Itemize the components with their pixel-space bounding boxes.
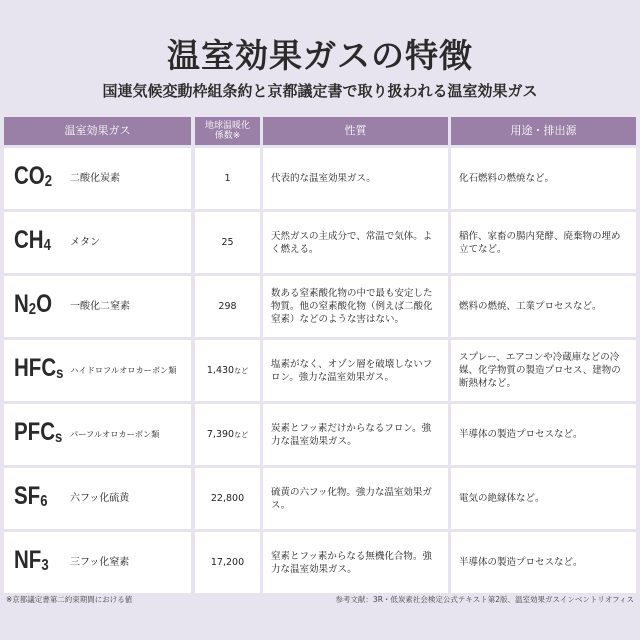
formula-main: CO xyxy=(14,161,45,190)
formula-subscript: 4 xyxy=(43,236,51,254)
use-cell: 燃料の燃焼、工業プロセスなど。 xyxy=(451,276,636,337)
gwp-cell xyxy=(195,468,260,529)
gwp-value: 25 xyxy=(221,237,234,248)
gwp-cell xyxy=(195,404,260,465)
property-cell: 窒素とフッ素からなる無機化合物。強力な温室効果ガス。 xyxy=(263,532,448,593)
table-row xyxy=(4,468,636,529)
formula-subscript: 6 xyxy=(40,492,48,510)
property-cell: 塩素がなく、オゾン層を破壊しないフロン。強力な温室効果ガス。 xyxy=(263,340,448,401)
gwp-number: 1,430 xyxy=(206,364,235,376)
gas-name: 六フッ化硫黄 xyxy=(70,493,130,504)
use-cell: 半導体の製造プロセスなど。 xyxy=(451,532,636,593)
property-cell: 炭素とフッ素だけからなるフロン。強力な温室効果ガス。 xyxy=(263,404,448,465)
formula-main: HFC xyxy=(14,353,57,382)
formula-subscript: 2 xyxy=(44,172,53,190)
gwp-suffix: など xyxy=(234,366,249,375)
gas-cell xyxy=(4,276,191,337)
formula-main: SF xyxy=(14,481,41,510)
property-cell: 天然ガスの主成分で、常温で気体。よく燃える。 xyxy=(263,212,448,273)
table-header xyxy=(4,117,636,145)
property-cell: 代表的な温室効果ガス。 xyxy=(263,148,448,209)
reference-note: 参考文献：3R・低炭素社会検定公式テキスト第2版、温室効果ガスインベントリオフィス xyxy=(335,595,634,604)
gas-name: メタン xyxy=(70,237,100,248)
footnote: ※京都議定書第二約束期間における値 xyxy=(6,595,133,604)
page-subtitle: 国連気候変動枠組条約と京都議定書で取り扱われる温室効果ガス xyxy=(102,82,538,100)
table-row xyxy=(4,340,636,401)
gas-name: 一酸化二窒素 xyxy=(70,301,130,312)
table-row xyxy=(4,148,636,209)
gwp-suffix: など xyxy=(234,430,249,439)
gwp-cell xyxy=(195,148,260,209)
chemical-formula xyxy=(14,481,63,510)
gas-name: 二酸化炭素 xyxy=(70,173,120,184)
header-use: 用途・排出源 xyxy=(451,117,636,145)
header-gas: 温室効果ガス xyxy=(4,117,191,145)
gwp-cell xyxy=(195,276,260,337)
gwp-value: 22,800 xyxy=(210,493,245,504)
property-cell: 数ある窒素酸化物の中で最も安定した物質。他の窒素酸化物（例えば二酸化窒素）などのような害はない。 xyxy=(263,276,448,337)
header-property: 性質 xyxy=(263,117,448,145)
table-row xyxy=(4,276,636,337)
chemical-formula xyxy=(14,353,64,382)
use-cell: 稲作、家畜の腸内発酵、廃棄物の埋め立てなど。 xyxy=(451,212,636,273)
header-gwp-line2: 係数※ xyxy=(214,131,241,141)
table-row xyxy=(4,212,636,273)
use-cell: 化石燃料の燃焼など。 xyxy=(451,148,636,209)
formula-subscript: 2 xyxy=(28,300,37,318)
use-cell: スプレー、エアコンや冷蔵庫などの冷媒、化学物質の製造プロセス、建物の断熱材など。 xyxy=(451,340,636,401)
gas-cell xyxy=(4,468,191,529)
gwp-value: 17,200 xyxy=(210,557,245,568)
gwp-cell xyxy=(195,340,260,401)
formula-main: NF xyxy=(14,545,42,574)
gwp-cell xyxy=(195,212,260,273)
gwp-value: 298 xyxy=(218,301,237,312)
gas-name: ハイドロフルオロカーボン類 xyxy=(70,365,177,375)
formula-main: CH xyxy=(14,225,44,254)
gas-name: パーフルオロカーボン類 xyxy=(70,429,160,439)
page-title: 温室効果ガスの特徴 xyxy=(167,36,473,75)
gwp-number: 7,390 xyxy=(206,428,235,440)
formula-subscript: s xyxy=(55,428,63,446)
gwp-cell xyxy=(195,532,260,593)
chemical-formula xyxy=(14,225,63,254)
gas-cell xyxy=(4,212,191,273)
header-gwp-line1: 地球温暖化 xyxy=(204,121,250,131)
gas-name: 三フッ化窒素 xyxy=(70,557,130,568)
formula-subscript: s xyxy=(56,364,64,382)
gas-cell xyxy=(4,148,191,209)
gas-cell xyxy=(4,340,191,401)
chemical-formula xyxy=(14,161,63,190)
formula-tail: O xyxy=(36,289,53,318)
gwp-value: 1 xyxy=(224,173,231,184)
gwp-value xyxy=(207,364,248,378)
formula-subscript: 3 xyxy=(41,556,49,574)
formula-main: N xyxy=(14,289,29,318)
chemical-formula xyxy=(14,545,63,574)
table-row xyxy=(4,532,636,593)
gas-cell xyxy=(4,404,191,465)
table-row xyxy=(4,404,636,465)
chemical-formula xyxy=(14,417,63,446)
use-cell: 電気の絶縁体など。 xyxy=(451,468,636,529)
chemical-formula xyxy=(14,289,63,318)
use-cell: 半導体の製造プロセスなど。 xyxy=(451,404,636,465)
formula-main: PFC xyxy=(14,417,55,446)
gas-cell xyxy=(4,532,191,593)
property-cell: 硫黄の六フッ化物。強力な温室効果ガス。 xyxy=(263,468,448,529)
gwp-value xyxy=(207,428,248,442)
header-gwp xyxy=(195,117,260,145)
